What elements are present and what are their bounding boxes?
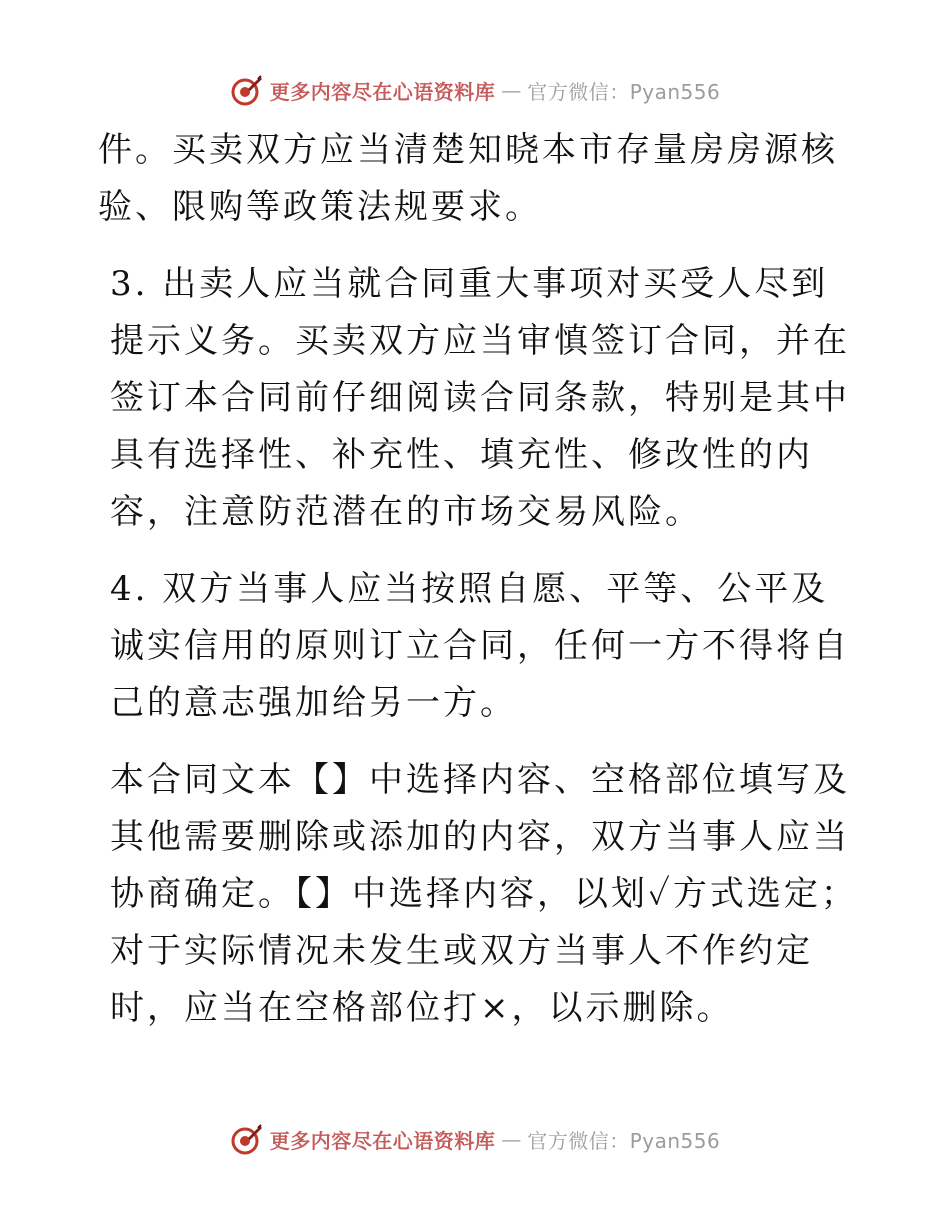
paragraph-continuation: 件。买卖双方应当清楚知晓本市存量房房源核验、限购等政策法规要求。 bbox=[98, 130, 838, 227]
footer-banner bbox=[0, 1119, 950, 1159]
footer-wechat-text: 官方微信：Pyan556 bbox=[527, 1128, 721, 1153]
pen-circle-logo-icon bbox=[230, 73, 264, 107]
footer-banner-text: 更多内容尽在心语资料库 bbox=[269, 1128, 496, 1153]
footer-banner-separator: — bbox=[501, 1127, 522, 1151]
paragraph-item-4: 4. 双方当事人应当按照自愿、平等、公平及诚实信用的原则订立合同，任何一方不得将自己的意志强加给另一方。 bbox=[110, 569, 850, 723]
header-banner bbox=[0, 70, 950, 110]
document-body bbox=[98, 122, 858, 1057]
header-wechat-text: 官方微信：Pyan556 bbox=[527, 79, 721, 104]
header-banner-text: 更多内容尽在心语资料库 bbox=[269, 79, 496, 104]
header-banner-separator: — bbox=[501, 78, 522, 102]
paragraph-item-3: 3. 出卖人应当就合同重大事项对买受人尽到提示义务。买卖双方应当审慎签订合同，并在签订本合同前仔细阅读合同条款，特别是其中具有选择性、补充性、填充性、修改性的内容，注意防范潜在的市场交易风险。 bbox=[110, 264, 850, 532]
pen-circle-logo-icon bbox=[230, 1122, 264, 1156]
paragraph-instructions: 本合同文本【】中选择内容、空格部位填写及其他需要删除或添加的内容，双方当事人应当协商确定。【】中选择内容，以划✓方式选定；对于实际情况未发生或双方当事人不作约定时，应当在空格部位打×，以示删除。 bbox=[110, 760, 858, 1028]
